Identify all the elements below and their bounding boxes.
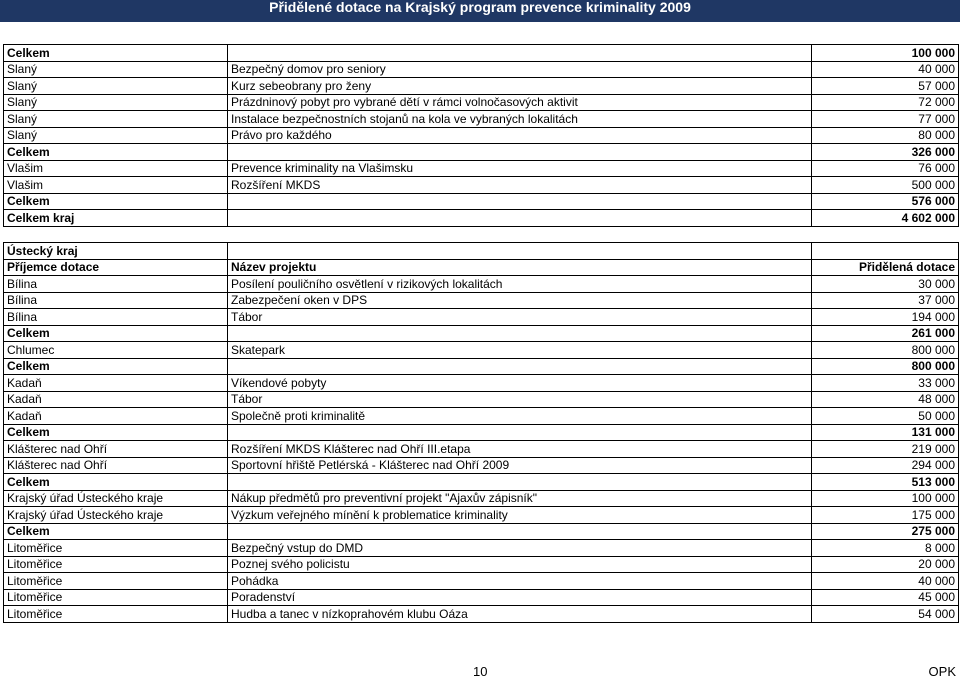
recipient-cell: Celkem [4, 45, 228, 62]
recipient-cell: Vlašim [4, 177, 228, 194]
amount-cell: 800 000 [812, 342, 959, 359]
project-cell: Tábor [228, 391, 812, 408]
project-cell [228, 193, 812, 210]
recipient-cell: Litoměřice [4, 556, 228, 573]
recipient-cell: Celkem [4, 358, 228, 375]
amount-cell: 45 000 [812, 589, 959, 606]
total-row [4, 325, 959, 342]
recipient-cell: Bílina [4, 276, 228, 293]
amount-cell: 513 000 [812, 474, 959, 491]
amount-cell: 800 000 [812, 358, 959, 375]
empty-cell [228, 243, 812, 260]
column-header-recipient: Příjemce dotace [4, 259, 228, 276]
amount-cell: 48 000 [812, 391, 959, 408]
project-cell: Hudba a tanec v nízkoprahovém klubu Oáza [228, 606, 812, 623]
amount-cell: 275 000 [812, 523, 959, 540]
project-cell: Společně proti kriminalitě [228, 408, 812, 425]
total-row [4, 523, 959, 540]
amount-cell: 194 000 [812, 309, 959, 326]
amount-cell: 131 000 [812, 424, 959, 441]
empty-cell [812, 243, 959, 260]
amount-cell: 175 000 [812, 507, 959, 524]
amount-cell: 72 000 [812, 94, 959, 111]
table-row [4, 111, 959, 128]
table-row [4, 292, 959, 309]
project-cell: Nákup předmětů pro preventivní projekt "Ajaxův zápisník" [228, 490, 812, 507]
total-row [4, 210, 959, 227]
project-cell: Posílení pouličního osvětlení v rizikových lokalitách [228, 276, 812, 293]
recipient-cell: Kadaň [4, 391, 228, 408]
project-cell: Poznej svého policistu [228, 556, 812, 573]
amount-cell: 30 000 [812, 276, 959, 293]
amount-cell: 40 000 [812, 573, 959, 590]
project-cell [228, 45, 812, 62]
table-row [4, 490, 959, 507]
grants-table-ustecky [3, 242, 959, 623]
project-cell: Instalace bezpečnostních stojanů na kola ve vybraných lokalitách [228, 111, 812, 128]
table-row [4, 61, 959, 78]
amount-cell: 20 000 [812, 556, 959, 573]
amount-cell: 219 000 [812, 441, 959, 458]
recipient-cell: Klášterec nad Ohří [4, 457, 228, 474]
column-header-row [4, 259, 959, 276]
table-row [4, 309, 959, 326]
amount-cell: 4 602 000 [812, 210, 959, 227]
project-cell: Právo pro každého [228, 127, 812, 144]
recipient-cell: Vlašim [4, 160, 228, 177]
total-row [4, 474, 959, 491]
table-row [4, 375, 959, 392]
project-cell [228, 358, 812, 375]
amount-cell: 576 000 [812, 193, 959, 210]
recipient-cell: Chlumec [4, 342, 228, 359]
recipient-cell: Celkem [4, 193, 228, 210]
table-row [4, 589, 959, 606]
amount-cell: 80 000 [812, 127, 959, 144]
amount-cell: 77 000 [812, 111, 959, 128]
total-row [4, 358, 959, 375]
project-cell [228, 424, 812, 441]
project-cell [228, 325, 812, 342]
total-row [4, 144, 959, 161]
amount-cell: 33 000 [812, 375, 959, 392]
project-cell: Bezpečný vstup do DMD [228, 540, 812, 557]
project-cell: Kurz sebeobrany pro ženy [228, 78, 812, 95]
amount-cell: 100 000 [812, 490, 959, 507]
recipient-cell: Bílina [4, 292, 228, 309]
table-row [4, 606, 959, 623]
table-row [4, 556, 959, 573]
recipient-cell: Bílina [4, 309, 228, 326]
table-row [4, 94, 959, 111]
recipient-cell: Celkem [4, 424, 228, 441]
amount-cell: 54 000 [812, 606, 959, 623]
amount-cell: 57 000 [812, 78, 959, 95]
recipient-cell: Slaný [4, 111, 228, 128]
region-title: Ústecký kraj [4, 243, 228, 260]
recipient-cell: Celkem [4, 325, 228, 342]
table-row [4, 441, 959, 458]
recipient-cell: Litoměřice [4, 606, 228, 623]
project-cell: Výzkum veřejného mínění k problematice kriminality [228, 507, 812, 524]
table-row [4, 457, 959, 474]
project-cell: Víkendové pobyty [228, 375, 812, 392]
recipient-cell: Klášterec nad Ohří [4, 441, 228, 458]
table-row [4, 78, 959, 95]
project-cell: Prázdninový pobyt pro vybrané dětí v rámci volnočasových aktivit [228, 94, 812, 111]
page-number: 10 [473, 664, 488, 679]
project-cell: Zabezpečení oken v DPS [228, 292, 812, 309]
table-row [4, 391, 959, 408]
recipient-cell: Slaný [4, 61, 228, 78]
project-cell: Bezpečný domov pro seniory [228, 61, 812, 78]
amount-cell: 326 000 [812, 144, 959, 161]
recipient-cell: Celkem [4, 144, 228, 161]
recipient-cell: Celkem [4, 474, 228, 491]
column-header-project: Název projektu [228, 259, 812, 276]
recipient-cell: Krajský úřad Ústeckého kraje [4, 490, 228, 507]
project-cell [228, 474, 812, 491]
project-cell: Sportovní hřiště Petlérská - Klášterec nad Ohří 2009 [228, 457, 812, 474]
amount-cell: 40 000 [812, 61, 959, 78]
document-header [0, 0, 960, 22]
recipient-cell: Slaný [4, 94, 228, 111]
project-cell: Rozšíření MKDS Klášterec nad Ohří III.etapa [228, 441, 812, 458]
table-row [4, 276, 959, 293]
region-row [4, 243, 959, 260]
recipient-cell: Celkem [4, 523, 228, 540]
table-row [4, 540, 959, 557]
recipient-cell: Litoměřice [4, 573, 228, 590]
table-row [4, 127, 959, 144]
footer-org: OPK [928, 664, 956, 679]
total-row [4, 193, 959, 210]
grants-table-top [3, 44, 959, 227]
recipient-cell: Litoměřice [4, 540, 228, 557]
table-row [4, 177, 959, 194]
recipient-cell: Celkem kraj [4, 210, 228, 227]
amount-cell: 76 000 [812, 160, 959, 177]
amount-cell: 37 000 [812, 292, 959, 309]
project-cell [228, 523, 812, 540]
amount-cell: 100 000 [812, 45, 959, 62]
recipient-cell: Litoměřice [4, 589, 228, 606]
project-cell: Pohádka [228, 573, 812, 590]
amount-cell: 261 000 [812, 325, 959, 342]
recipient-cell: Krajský úřad Ústeckého kraje [4, 507, 228, 524]
amount-cell: 8 000 [812, 540, 959, 557]
total-row [4, 45, 959, 62]
recipient-cell: Kadaň [4, 375, 228, 392]
table-row [4, 507, 959, 524]
column-header-amount: Přidělená dotace [812, 259, 959, 276]
recipient-cell: Kadaň [4, 408, 228, 425]
amount-cell: 50 000 [812, 408, 959, 425]
total-row [4, 424, 959, 441]
project-cell: Poradenství [228, 589, 812, 606]
table-row [4, 573, 959, 590]
project-cell [228, 210, 812, 227]
project-cell: Skatepark [228, 342, 812, 359]
table-row [4, 342, 959, 359]
project-cell: Prevence kriminality na Vlašimsku [228, 160, 812, 177]
project-cell: Rozšíření MKDS [228, 177, 812, 194]
table-row [4, 160, 959, 177]
recipient-cell: Slaný [4, 78, 228, 95]
document-title: Přidělené dotace na Krajský program prevence kriminality 2009 [269, 0, 691, 15]
project-cell [228, 144, 812, 161]
table-row [4, 408, 959, 425]
recipient-cell: Slaný [4, 127, 228, 144]
amount-cell: 294 000 [812, 457, 959, 474]
project-cell: Tábor [228, 309, 812, 326]
amount-cell: 500 000 [812, 177, 959, 194]
